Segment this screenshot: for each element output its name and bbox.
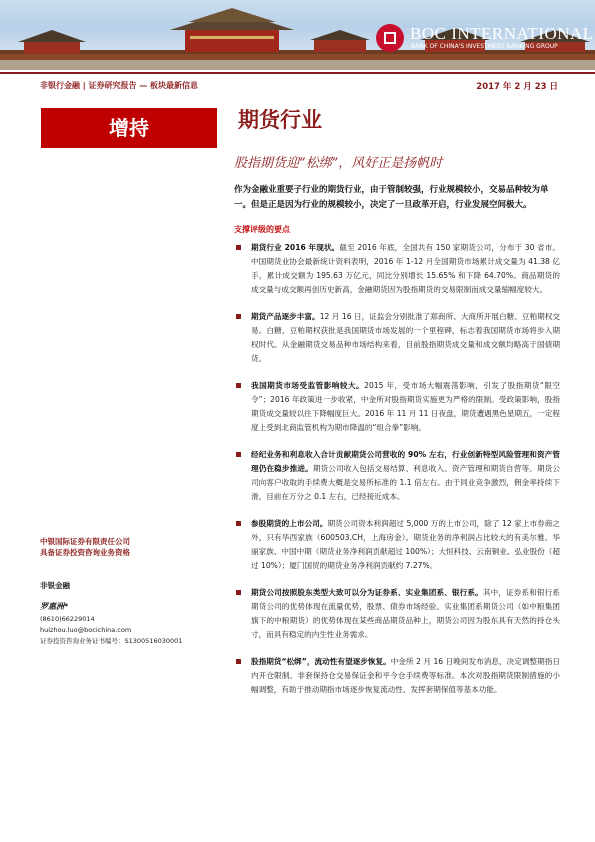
list-item	[234, 310, 560, 366]
analyst-contact	[40, 614, 182, 647]
point-text: 其中，证券系和银行系期货公司的优势体现在流量优势，股票、债券市场经验。实业集团系期货公司（如中粮集团旗下的中粮期货）的优势体现在某些商品期货品种上，期货公司因为股东具有天然的持仓头寸，而具有稳定的内生性业务需求。	[251, 588, 561, 639]
square-bullet-icon	[236, 383, 241, 388]
point-lead: 参股期货的上市公司。	[251, 519, 328, 528]
brand-name: BOC INTERNATIONAL	[410, 24, 594, 43]
page-title: 期货行业	[238, 107, 322, 132]
square-bullet-icon	[236, 590, 241, 595]
list-item	[234, 655, 560, 697]
list-item	[234, 517, 560, 573]
breadcrumb: 非银行金融 | 证券研究报告 — 板块最新信息	[40, 81, 199, 90]
point-text: 12 月 16 日，证监会分别批准了郑商所、大商所开展白糖、豆粕期权交易。白糖、豆粕期权获批是我国期货市场发展的一个里程碑，标志着我国期货市场将步入期权时代。从金融期货交易品种市场结构来看，目前股指期货成交量和成交额均略高于国债期货。	[251, 312, 560, 363]
company-name: 中银国际证券有限责任公司	[40, 537, 130, 546]
report-date: 2017 年 2 月 23 日	[476, 82, 558, 92]
boc-logo-icon	[376, 24, 404, 52]
analyst-phone: (8610)66229014	[40, 615, 95, 623]
list-item	[234, 586, 560, 642]
point-text: 期货公司资本利润超过 5,000 万的上市公司，除了 12 家上市券商之外，只有华西家族（600503.CH，上海房金）。期货业务的净利润占比较大的有美尔雅、华丽家族、中国中期（期货业务净利润贡献超过 100%）；大恒科技、云南铜业、弘业股份（超过 10%）；厦门国贸的期货业务净利润贡献约 7.27%。	[251, 519, 561, 570]
sector-label: 非银金融	[40, 581, 70, 590]
list-item	[234, 379, 560, 435]
point-lead: 期货产品逐步丰富。	[251, 312, 320, 321]
company-info	[40, 536, 130, 558]
point-lead: 期货公司按照股东类型大致可以分为证券系、实业集团系、银行系。	[251, 588, 483, 597]
list-item	[234, 241, 560, 297]
square-bullet-icon	[236, 314, 241, 319]
summary-paragraph: 作为金融业重要子行业的期货行业，由于管制较强，行业规模较小，交易品种较为单一。但是正是因为行业的规模较小，决定了一旦政革开启，行业发展空间极大。	[234, 185, 549, 210]
page-subtitle: 股指期货迎“松绑”，风好正是扬帆时	[234, 156, 443, 171]
company-qualification: 具备证券投资咨询业务资格	[40, 548, 130, 557]
points-heading: 支撑评级的要点	[234, 225, 290, 234]
square-bullet-icon	[236, 521, 241, 526]
point-text: 中金所 2 月 16 日晚间发布消息，决定调整期指日内开仓限制、非套保持仓交易保证金和平今仓手续费等标准。本次对股指期货限制措施的小幅调整，有助于推动期指市场逐步恢复流动性、发挥套期保值等基本功能。	[251, 657, 560, 694]
brand-subtitle: BANK OF CHINA'S INVESTMENT BANKING GROUP	[411, 43, 558, 50]
header-divider	[0, 72, 595, 74]
point-text: 2015 年，受市场大幅震荡影响，引发了股指期货“限空令”；2016 年政策进一步收紧，中金所对股指期货实施更为严格的限制。受政策影响，股指期货成交量较以往下降幅度巨大。2016 年 11 月 11 日夜盘，期货遭遇黑色星期五，一定程度上受到北商监管机构为期市降温的“组合拳”影响。	[251, 381, 561, 432]
point-text: 期货公司收入包括交易结算、利息收入、资产管理和期货自营等。期货公司向客户收取的手续费大概是交易所标准的 1.1 倍左右。由于同业竞争激烈，佣金率持续下滑，目前在万分之 0.1 左右，已经接近成本。	[251, 464, 560, 501]
header-banner	[0, 0, 595, 70]
point-text: 截至 2016 年底，全国共有 150 家期货公司，分布于 30 省市。中国期货业协会最新统计资料表明，2016 年 1-12 月全国期货市场累计成交量为 41.38 亿手，累计成交额为 195.63 万亿元，同比分别增长 15.65% 和下降 64.70%。商品期货的成交量与成交额再创历史新高，金融期货因为股指期货的交易限制而成交量缩幅度较大。	[251, 243, 561, 294]
analyst-email[interactable]: huizhou.luo@bocichina.com	[40, 626, 132, 634]
rating-badge: 增持	[41, 108, 217, 148]
square-bullet-icon	[236, 659, 241, 664]
square-bullet-icon	[236, 452, 241, 457]
analyst-cert: 证券投资咨询业务证书编号：S1300516030001	[40, 637, 183, 645]
square-bullet-icon	[236, 245, 241, 250]
point-lead: 我国期货市场受监管影响较大。	[251, 381, 365, 390]
point-lead: 股指期货“松绑”，流动性有望逐步恢复。	[251, 657, 391, 666]
analyst-name: 罗惠洲*	[40, 602, 69, 611]
key-points-list	[234, 241, 560, 710]
point-lead: 期货行业 2016 年现状。	[251, 243, 340, 252]
point-lead: 经纪业务和利息收入合计贡献期货公司营收的 90% 左右，行业创新特型风险管理和资产管理仍在稳步推进。	[251, 450, 560, 473]
list-item	[234, 448, 560, 504]
